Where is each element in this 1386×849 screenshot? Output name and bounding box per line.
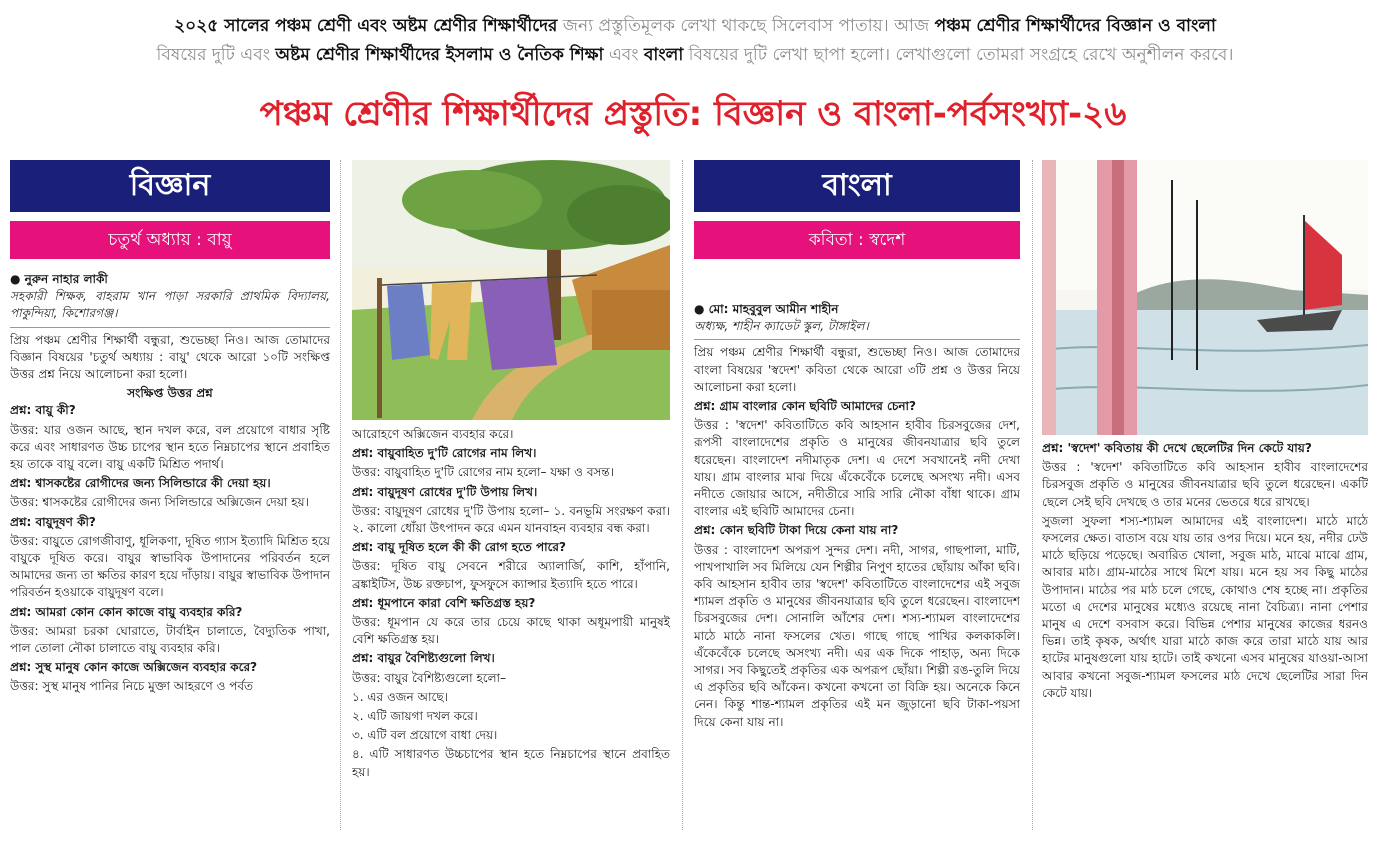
intro-light-4: বিষয়ের দুটি লেখা ছাপা হলো। লেখাগুলো তোমরা সংগ্রহে রেখে অনুশীলন করবে। — [683, 45, 1234, 65]
bangla-intro: প্রিয় পঞ্চম শ্রেণীর শিক্ষার্থী বন্ধুরা, শুভেচ্ছা নিও। আজ তোমাদের বাংলা বিষয়ের 'স্বদেশ' কবিতা থেকে আরো ৩টি প্রশ্ন ও উত্তর নিয়ে আলোচনা করা হলো। — [694, 345, 1020, 394]
question: প্রশ্ন: গ্রাম বাংলার কোন ছবিটি আমাদের চেনা? — [694, 399, 916, 414]
question: প্রশ্ন: সুস্থ মানুষ কোন কাজে অক্সিজেন ব্যবহার করে? — [10, 660, 258, 675]
science-intro: প্রিয় পঞ্চম শ্রেণীর শিক্ষার্থী বন্ধুরা, শুভেচ্ছা নিও। আজ তোমাদের বিজ্ঞান বিষয়ের 'চতুর্থ অধ্যায় : বায়ু' থেকে আরো ১০টি সংক্ষিপ্ত উত্তর প্রশ্ন নিয়ে আলোচনা করা হলো। — [10, 332, 330, 382]
bangla-chapter-bar: কবিতা : স্বদেশ — [694, 221, 1020, 259]
intro-dark-4: বাংলা — [643, 45, 684, 65]
answer: উত্তর: সুস্থ মানুষ পানির নিচে মুক্তা আহরণে ও পর্বত — [10, 679, 254, 694]
science-chapter-bar: চতুর্থ অধ্যায় : বায়ু — [10, 221, 330, 259]
science-affiliation: সহকারী শিক্ষক, বাহরাম খান পাড়া সরকারি প্রাথমিক বিদ্যালয়, পাকুন্দিয়া, কিশোরগঞ্জ। — [10, 289, 330, 321]
list-item: ২. এটি জায়গা দখল করে। — [352, 709, 478, 724]
divider — [10, 327, 330, 328]
bangla-qa-list — [694, 398, 1020, 731]
question: প্রশ্ন: বায়ুবাহিত দু'টি রোগের নাম লিখ। — [352, 446, 537, 461]
air-features-list — [352, 689, 670, 781]
question: প্রশ্ন: কোন ছবিটি টাকা দিয়ে কেনা যায় না? — [694, 523, 899, 538]
answer: উত্তর: যার ওজন আছে, স্থান দখল করে, বল প্রয়োগে বাধার সৃষ্টি করে এবং সাধারণত উচ্চ চাপের স্থান হতে নিম্নচাপের স্থানে প্রবাহিত হয় তাকে বায়ু বলে। বায়ু একটি মিশ্রিত পদার্থ। — [10, 422, 330, 472]
science-title-bar: বিজ্ঞান — [10, 160, 330, 212]
bangla-column-1 — [694, 160, 1020, 840]
answer: উত্তর: ধূমপান যে করে তার চেয়ে কাছে থাকা অধূমপায়ী মানুষই বেশি ক্ষতিগ্রস্ত হয়। — [352, 615, 670, 647]
science-section-title: সংক্ষিপ্ত উত্তর প্রশ্ন — [127, 386, 213, 401]
bangla-affiliation: অধ্যক্ষ, শাহীন ক্যাডেট স্কুল, টাঙ্গাইল। — [694, 319, 869, 334]
question: প্রশ্ন: বায়ুদূষণ কী? — [10, 514, 96, 529]
bangla-column-2 — [1042, 440, 1368, 840]
question: প্রশ্ন: বায়ুর বৈশিষ্ট্যগুলো লিখ। — [352, 651, 495, 666]
intro-light-1: জন্য প্রস্তুতিমূলক লেখা থাকছে সিলেবাস পাতায়। আজ — [557, 16, 935, 36]
question: প্রশ্ন: বায়ু দূষিত হলে কী কী রোগ হতে পারে? — [352, 540, 566, 555]
question: প্রশ্ন: বায়ুদূষণ রোধের দু'টি উপায় লিখ। — [352, 484, 538, 499]
river-illustration — [1042, 160, 1368, 435]
answer: উত্তর: শ্বাসকষ্টের রোগীদের জন্য সিলিন্ডারে অক্সিজেন দেয়া হয়। — [10, 495, 309, 510]
question: প্রশ্ন: বায়ু কী? — [10, 403, 76, 418]
question: প্রশ্ন: শ্বাসকষ্টের রোগীদের জন্য সিলিন্ডারে কী দেয়া হয়। — [10, 476, 271, 491]
answer: উত্তর: বায়ুর বৈশিষ্ট্যগুলো হলো– — [352, 670, 507, 685]
science-author: ● নুরুন নাহার লাকী — [10, 272, 108, 286]
laundry-illustration — [352, 160, 670, 420]
list-item: ১. এর ওজন আছে। — [352, 689, 448, 704]
intro-light-2: বিষয়ের দুটি এবং — [156, 45, 276, 65]
answer: উত্তর : 'স্বদেশ' কবিতাটিতে কবি আহসান হাবীব বাংলাদেশের চিরসবুজ প্রকৃতি ও মানুষের জীবনযাত্রার ছবি তুলে ধরেছেন। একটি ছেলে সেই ছবি দেখছে ও তার মনের ভেতরে ধরে রাখছে। — [1042, 460, 1368, 509]
science-col2-top: আরোহণে অক্সিজেন ব্যবহার করে। — [352, 427, 514, 441]
intro-light-3: এবং — [603, 45, 644, 65]
answer: উত্তর: বায়ুতে রোগজীবাণু, ধূলিকণা, দূষিত গ্যাস ইত্যাদি মিশ্রিত হয়ে বায়ুকে দূষিত করে। বায়ুর স্বাভাবিক উপাদানের পরিবর্তন হলে আমাদের জন্য তা ক্ষতির কারণ হয়ে দাঁড়ায়। বায়ুর স্বাভাবিক উপাদান পরিবর্তন হওয়াকে বায়ুদূষণ বলে। — [10, 533, 330, 600]
question: প্রশ্ন: আমরা কোন কোন কাজে বায়ু ব্যবহার করি? — [10, 604, 243, 619]
column-divider — [1032, 160, 1033, 830]
answer: উত্তর: বায়ুবাহিত দু'টি রোগের নাম হলো– যক্ষা ও বসন্ত। — [352, 465, 614, 480]
science-column-2 — [352, 426, 670, 836]
science-qa-list-1 — [10, 402, 330, 695]
answer-continued: সুজলা সুফলা শস্য-শ্যামল আমাদের এই বাংলাদেশ। মাঠে মাঠে ফসলের ক্ষেত। বাতাস বয়ে যায় তার ওপর দিয়ে। মনে হয়, নদীর ঢেউ মাঠে ছড়িয়ে পড়েছে। অবারিত খোলা, সবুজ মাঠ, মাঝে মাঝে গ্রাম, আবার মাঠ। গ্রাম-মাঠের সাথে মিশে যায়। মনে হয় সব কিছু মাঠের উপাদান। মাঠের পর মাঠ চলে গেছে, কোথাও শেষ হচ্ছে না। প্রকৃতির মতো এ দেশের মানুষের মধ্যেও রয়েছে নানা বৈচিত্র্য। নানা পেশার মানুষ এ দেশে বসবাস করে। বিভিন্ন পেশার মানুষের কাজের ধরনও ভিন্ন। তাই কৃষক, অর্থাৎ যারা মাঠে কাজ করে তারা মাঠে যায় আর হাটের মানুষগুলো যায় হাটে। তাই কখনো এসব মানুষের যাওয়া-আসা আবার কখনো সবুজ-শ্যামল ফসলের মাঠ দেখে ছেলেটির সারা দিন কেটে যায়। — [1042, 513, 1368, 700]
answer: উত্তর: বায়ুদূষণ রোধের দু'টি উপায় হলো– ১. বনভূমি সংরক্ষণ করা। ২. কালো ধোঁয়া উৎপাদন করে এমন যানবাহন ব্যবহার বন্ধ করা। — [352, 503, 670, 536]
answer: উত্তর: আমরা চরকা ঘোরাতে, টার্বাইন চালাতে, বৈদ্যুতিক পাখা, পাল তোলা নৌকা চালাতে বায়ু ব্যবহার করি। — [10, 623, 330, 656]
column-divider — [340, 160, 341, 830]
list-item: ৪. এটি সাধারণত উচ্চচাপের স্থান হতে নিম্নচাপের স্থানে প্রবাহিত হয়। — [352, 747, 670, 779]
column-divider — [682, 160, 683, 830]
list-item: ৩. এটি বল প্রয়োগে বাধা দেয়। — [352, 728, 498, 743]
river-scene-icon — [1042, 160, 1368, 435]
intro-text — [20, 12, 1370, 70]
bangla-title-bar: বাংলা — [694, 160, 1020, 212]
laundry-scene-icon — [352, 160, 670, 420]
divider — [694, 339, 1020, 340]
science-qa-list-2 — [352, 445, 670, 687]
answer: উত্তর : 'স্বদেশ' কবিতাটিতে কবি আহসান হাবীব চিরসবুজের দেশ, রূপসী বাংলাদেশের প্রকৃতি ও মানুষের জীবনযাত্রার ছবি তুলে ধরেছেন। বাংলাদেশ নদীমাতৃক দেশ। এ দেশে সবখানেই নদী দেখা যায়। গ্রাম বাংলার মাঝ দিয়ে এঁকেবেঁকে চলেছে অসংখ্য নদী। এসব নদীতে জোয়ার আসে, নদীতীরে সারি সারি নৌকা বাঁধা থাকে। গ্রাম বাংলার এই ছবিটি আমাদের চেনা। — [694, 418, 1020, 519]
bangla-author: ● মো: মাহবুবুল আমীন শাহীন — [694, 302, 839, 316]
intro-dark-3: অষ্টম শ্রেণীর শিক্ষার্থীদের ইসলাম ও নৈতিক শিক্ষা — [275, 45, 604, 65]
page-headline: পঞ্চম শ্রেণীর শিক্ষার্থীদের প্রস্তুতি: বিজ্ঞান ও বাংলা-পর্বসংখ্যা-২৬ — [259, 94, 1127, 134]
answer: উত্তর : বাংলাদেশ অপরূপ সুন্দর দেশ। নদী, সাগর, গাছপালা, মাটি, পাখপাখালি সব মিলিয়ে যেন শিল্পীর নিপুণ হাতের ছোঁয়ায় আঁকা ছবি। কবি আহসান হাবীব তার 'স্বদেশ' কবিতাটিতে বাংলাদেশের এই সবুজ শ্যামল প্রকৃতি ও মানুষের জীবনযাত্রার ছবি তুলে ধরেছেন। বাংলাদেশ চিরসবুজের দেশ। সোনালি আঁশের দেশ। শস্য-শ্যামল বাংলাদেশের মাঠে মাঠে নানা ফসলের খেত। গাছে গাছে পাখির কলকাকলি। এঁকেবেঁকে চলেছে অসংখ্য নদী। এর এক দিকে পাহাড়, অন্য দিকে সাগর। সব কিছুতেই প্রকৃতির এক অপরূপ ছোঁয়া। শিল্পী রঙ-তুলি দিয়ে এ প্রকৃতির ছবি আঁকেন। কখনো কখনো তা বিক্রি হয়। অনেকে কিনে নেন। কিন্তু শান্ত-শ্যামল প্রকৃতির এই মন জুড়ানো ছবি টাকা-পয়সা দিয়ে কেনা যায় না। — [694, 542, 1020, 729]
question: প্রশ্ন: 'স্বদেশ' কবিতায় কী দেখে ছেলেটির দিন কেটে যায়? — [1042, 441, 1312, 455]
intro-dark-2: পঞ্চম শ্রেণীর শিক্ষার্থীদের বিজ্ঞান ও বাংলা — [934, 16, 1216, 36]
question: প্রশ্ন: ধূমপানে কারা বেশি ক্ষতিগ্রস্ত হয়? — [352, 595, 536, 610]
intro-dark-1: ২০২৫ সালের পঞ্চম শ্রেণী এবং অষ্টম শ্রেণীর শিক্ষার্থীদের — [174, 16, 558, 36]
answer: উত্তর: দূষিত বায়ু সেবনে শরীরে অ্যালার্জি, কাশি, হাঁপানি, ব্রঙ্কাইটিস, উচ্চ রক্তচাপ, ফুসফুসে ক্যান্সার ইত্যাদি হতে পারে। — [352, 559, 670, 591]
science-column-1 — [10, 160, 330, 840]
